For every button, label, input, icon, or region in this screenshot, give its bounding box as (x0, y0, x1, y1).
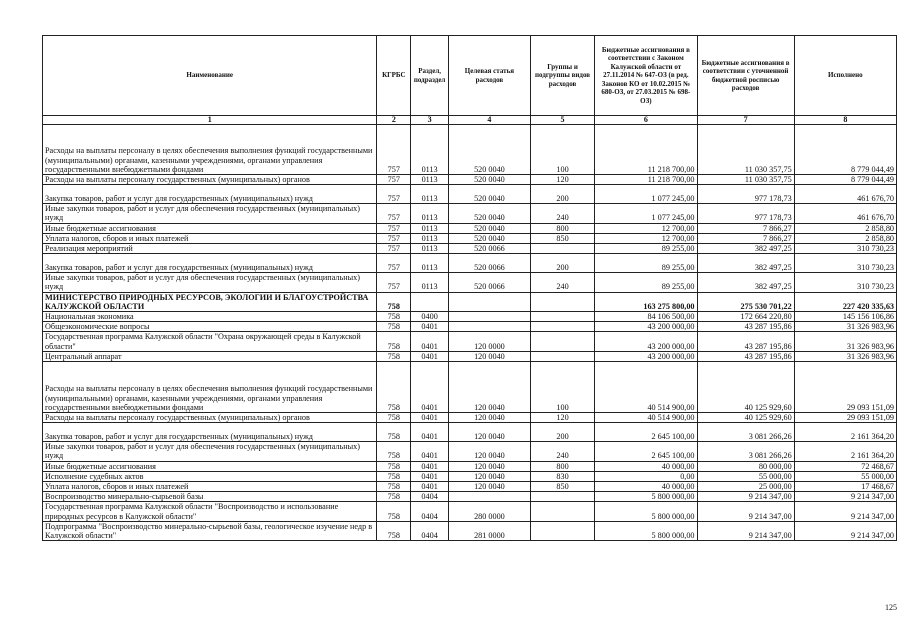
row-vid (530, 492, 594, 502)
row-statya: 520 0040 (449, 223, 531, 233)
row-statya: 281 0000 (449, 521, 531, 540)
table-row (43, 442, 897, 461)
row-rospis: 40 125 929,60 (697, 413, 794, 423)
col-header-statya: Целевая статья расходов (449, 36, 531, 116)
row-vid: 200 (530, 423, 594, 442)
table-row (43, 322, 897, 332)
row-name: Иные бюджетные ассигнования (43, 461, 377, 471)
col-header-done: Исполнено (794, 36, 896, 116)
row-rospis: 382 497,25 (697, 254, 794, 273)
row-done: 9 214 347,00 (794, 521, 896, 540)
table-row (43, 223, 897, 233)
row-law: 0,00 (595, 471, 697, 481)
row-vid: 800 (530, 461, 594, 471)
row-name: Исполнение судебных актов (43, 471, 377, 481)
row-rospis: 25 000,00 (697, 482, 794, 492)
row-rospis: 382 497,25 (697, 273, 794, 292)
table-row (43, 204, 897, 223)
row-name: Уплата налогов, сборов и иных платежей (43, 482, 377, 492)
row-law: 40 514 900,00 (595, 413, 697, 423)
col-header-law: Бюджетные ассигнования в соответствии с Законом Калужской области от 27.11.2014 № 647-ОЗ (в ред. Законов КО от 10.02.2015 № 680-ОЗ, от 27.03.2015 № 698-ОЗ) (595, 36, 697, 116)
row-statya: 120 0040 (449, 413, 531, 423)
table-row (43, 175, 897, 185)
row-vid (530, 332, 594, 351)
row-rospis: 43 287 195,86 (697, 322, 794, 332)
row-law: 2 645 100,00 (595, 423, 697, 442)
row-law: 43 200 000,00 (595, 322, 697, 332)
row-rospis: 382 497,25 (697, 244, 794, 254)
row-kgrbs: 758 (377, 362, 411, 413)
row-done: 461 676,70 (794, 185, 896, 204)
table-row (43, 244, 897, 254)
row-razdel: 0113 (411, 125, 449, 175)
row-rospis: 977 178,73 (697, 204, 794, 223)
row-name: Иные закупки товаров, работ и услуг для обеспечения государственных (муниципальных) нужд (43, 204, 377, 223)
row-done: 2 858,80 (794, 223, 896, 233)
col-number: 4 (449, 116, 531, 125)
row-done: 310 730,23 (794, 254, 896, 273)
row-statya: 520 0066 (449, 254, 531, 273)
column-number-row (43, 116, 897, 125)
row-name: Расходы на выплаты персоналу государственных (муниципальных) органов (43, 413, 377, 423)
row-name: Центральный аппарат (43, 351, 377, 361)
row-name: Национальная экономика (43, 312, 377, 322)
row-done: 31 326 983,96 (794, 351, 896, 361)
row-statya: 520 0066 (449, 273, 531, 292)
row-vid: 100 (530, 125, 594, 175)
col-header-vid: Группы и подгруппы видов расходов (530, 36, 594, 116)
row-kgrbs: 758 (377, 322, 411, 332)
row-kgrbs: 758 (377, 471, 411, 481)
row-statya (449, 292, 531, 311)
row-name: Реализация мероприятий (43, 244, 377, 254)
row-law: 5 800 000,00 (595, 492, 697, 502)
row-name: МИНИСТЕРСТВО ПРИРОДНЫХ РЕСУРСОВ, ЭКОЛОГИИ И БЛАГОУСТРОЙСТВА КАЛУЖСКОЙ ОБЛАСТИ (43, 292, 377, 311)
row-rospis: 43 287 195,86 (697, 332, 794, 351)
row-law: 43 200 000,00 (595, 332, 697, 351)
row-done: 9 214 347,00 (794, 502, 896, 521)
row-kgrbs: 758 (377, 521, 411, 540)
row-kgrbs: 758 (377, 461, 411, 471)
row-statya: 120 0040 (449, 423, 531, 442)
row-statya: 120 0040 (449, 362, 531, 413)
row-law: 12 700,00 (595, 233, 697, 243)
row-vid (530, 312, 594, 322)
row-rospis: 9 214 347,00 (697, 502, 794, 521)
row-done: 2 858,80 (794, 233, 896, 243)
row-statya: 280 0000 (449, 502, 531, 521)
row-done: 72 468,67 (794, 461, 896, 471)
row-statya (449, 492, 531, 502)
row-statya: 520 0040 (449, 125, 531, 175)
row-rospis: 7 866,27 (697, 233, 794, 243)
col-header-name: Наименование (43, 36, 377, 116)
row-vid: 800 (530, 223, 594, 233)
col-number: 1 (43, 116, 377, 125)
row-kgrbs: 758 (377, 502, 411, 521)
row-name: Закупка товаров, работ и услуг для государственных (муниципальных) нужд (43, 185, 377, 204)
row-kgrbs: 758 (377, 482, 411, 492)
row-kgrbs: 758 (377, 292, 411, 311)
row-kgrbs: 757 (377, 185, 411, 204)
row-law: 40 000,00 (595, 482, 697, 492)
table-row (43, 471, 897, 481)
row-done: 145 156 106,86 (794, 312, 896, 322)
col-number: 7 (697, 116, 794, 125)
table-row (43, 502, 897, 521)
row-rospis: 55 000,00 (697, 471, 794, 481)
row-rospis: 3 081 266,26 (697, 423, 794, 442)
row-law: 84 106 500,00 (595, 312, 697, 322)
row-statya: 120 0040 (449, 482, 531, 492)
row-law: 5 800 000,00 (595, 502, 697, 521)
row-name: Закупка товаров, работ и услуг для государственных (муниципальных) нужд (43, 423, 377, 442)
table-row (43, 233, 897, 243)
row-vid: 830 (530, 471, 594, 481)
row-razdel: 0401 (411, 442, 449, 461)
row-vid: 200 (530, 185, 594, 204)
row-razdel: 0113 (411, 223, 449, 233)
row-rospis: 3 081 266,26 (697, 442, 794, 461)
row-statya (449, 312, 531, 322)
row-statya: 520 0040 (449, 175, 531, 185)
row-name: Уплата налогов, сборов и иных платежей (43, 233, 377, 243)
row-vid (530, 502, 594, 521)
row-name: Закупка товаров, работ и услуг для государственных (муниципальных) нужд (43, 254, 377, 273)
row-vid: 100 (530, 362, 594, 413)
row-name: Расходы на выплаты персоналу в целях обеспечения выполнения функций государственными (муниципальными) органами, казенными учреждениями, органами управления государственными внебюджетными фондами (43, 362, 377, 413)
row-done: 31 326 983,96 (794, 332, 896, 351)
row-vid: 240 (530, 273, 594, 292)
row-vid: 850 (530, 233, 594, 243)
row-law: 89 255,00 (595, 273, 697, 292)
row-done: 310 730,23 (794, 244, 896, 254)
row-done: 310 730,23 (794, 273, 896, 292)
row-done: 29 093 151,09 (794, 413, 896, 423)
row-done: 2 161 364,20 (794, 442, 896, 461)
row-statya: 520 0040 (449, 233, 531, 243)
col-number: 5 (530, 116, 594, 125)
row-statya (449, 322, 531, 332)
row-done: 8 779 044,49 (794, 175, 896, 185)
table-row (43, 482, 897, 492)
row-kgrbs: 758 (377, 332, 411, 351)
table-row (43, 492, 897, 502)
row-done: 9 214 347,00 (794, 492, 896, 502)
row-name: Общеэкономические вопросы (43, 322, 377, 332)
table-row (43, 312, 897, 322)
row-kgrbs: 757 (377, 223, 411, 233)
row-law: 2 645 100,00 (595, 442, 697, 461)
table-body (43, 125, 897, 541)
row-done: 29 093 151,09 (794, 362, 896, 413)
row-law: 11 218 700,00 (595, 125, 697, 175)
col-header-razdel: Раздел, подраздел (411, 36, 449, 116)
table-row (43, 292, 897, 311)
row-vid (530, 521, 594, 540)
row-statya: 520 0040 (449, 204, 531, 223)
table-row (43, 185, 897, 204)
table-row (43, 362, 897, 413)
row-name: Государственная программа Калужской области "Охрана окружающей среды в Калужской области" (43, 332, 377, 351)
row-razdel: 0113 (411, 204, 449, 223)
row-name: Государственная программа Калужской области "Воспроизводство и использование природных ресурсов в Калужской области" (43, 502, 377, 521)
row-razdel: 0400 (411, 312, 449, 322)
row-kgrbs: 757 (377, 254, 411, 273)
row-vid (530, 244, 594, 254)
row-done: 2 161 364,20 (794, 423, 896, 442)
row-law: 5 800 000,00 (595, 521, 697, 540)
row-kgrbs: 758 (377, 492, 411, 502)
row-statya: 120 0040 (449, 442, 531, 461)
row-kgrbs: 758 (377, 351, 411, 361)
table-row (43, 332, 897, 351)
row-done: 227 420 335,63 (794, 292, 896, 311)
row-razdel: 0401 (411, 471, 449, 481)
row-statya: 120 0000 (449, 332, 531, 351)
row-razdel: 0401 (411, 461, 449, 471)
row-razdel: 0401 (411, 351, 449, 361)
row-law: 11 218 700,00 (595, 175, 697, 185)
row-done: 31 326 983,96 (794, 322, 896, 332)
row-razdel: 0113 (411, 233, 449, 243)
row-name: Воспроизводство минерально-сырьевой базы (43, 492, 377, 502)
table-row (43, 351, 897, 361)
row-kgrbs: 757 (377, 233, 411, 243)
row-razdel: 0401 (411, 423, 449, 442)
row-law: 43 200 000,00 (595, 351, 697, 361)
row-razdel: 0113 (411, 244, 449, 254)
row-razdel (411, 292, 449, 311)
row-kgrbs: 757 (377, 175, 411, 185)
row-rospis: 172 664 220,80 (697, 312, 794, 322)
row-razdel: 0113 (411, 175, 449, 185)
row-razdel: 0401 (411, 413, 449, 423)
table-row (43, 254, 897, 273)
row-law: 89 255,00 (595, 244, 697, 254)
budget-table (42, 35, 897, 541)
row-law: 40 000,00 (595, 461, 697, 471)
row-razdel: 0404 (411, 521, 449, 540)
row-statya: 120 0040 (449, 351, 531, 361)
row-rospis: 11 030 357,75 (697, 175, 794, 185)
row-razdel: 0401 (411, 362, 449, 413)
header-row (43, 36, 897, 116)
row-rospis: 977 178,73 (697, 185, 794, 204)
row-name: Иные закупки товаров, работ и услуг для обеспечения государственных (муниципальных) нужд (43, 273, 377, 292)
row-kgrbs: 757 (377, 273, 411, 292)
row-vid: 120 (530, 175, 594, 185)
row-vid (530, 322, 594, 332)
row-done: 55 000,00 (794, 471, 896, 481)
row-rospis: 275 530 701,22 (697, 292, 794, 311)
row-kgrbs: 757 (377, 125, 411, 175)
col-number: 6 (595, 116, 697, 125)
col-number: 3 (411, 116, 449, 125)
row-vid: 240 (530, 442, 594, 461)
row-name: Подпрограмма "Воспроизводство минерально-сырьевой базы, геологическое изучение недр в Калужской области" (43, 521, 377, 540)
row-kgrbs: 758 (377, 413, 411, 423)
row-rospis: 9 214 347,00 (697, 521, 794, 540)
row-razdel: 0404 (411, 502, 449, 521)
row-law: 12 700,00 (595, 223, 697, 233)
table-row (43, 273, 897, 292)
row-rospis: 9 214 347,00 (697, 492, 794, 502)
row-name: Расходы на выплаты персоналу в целях обеспечения выполнения функций государственными (муниципальными) органами, казенными учреждениями, органами управления государственными внебюджетными фондами (43, 125, 377, 175)
row-rospis: 11 030 357,75 (697, 125, 794, 175)
row-done: 17 468,67 (794, 482, 896, 492)
row-name: Расходы на выплаты персоналу государственных (муниципальных) органов (43, 175, 377, 185)
col-number: 8 (794, 116, 896, 125)
page-number: 125 (885, 603, 897, 612)
col-number: 2 (377, 116, 411, 125)
table-row (43, 125, 897, 175)
row-law: 89 255,00 (595, 254, 697, 273)
row-razdel: 0113 (411, 254, 449, 273)
row-rospis: 43 287 195,86 (697, 351, 794, 361)
row-vid: 240 (530, 204, 594, 223)
row-name: Иные бюджетные ассигнования (43, 223, 377, 233)
row-kgrbs: 758 (377, 423, 411, 442)
row-vid (530, 292, 594, 311)
row-kgrbs: 757 (377, 244, 411, 254)
row-law: 163 275 800,00 (595, 292, 697, 311)
row-razdel: 0401 (411, 482, 449, 492)
row-statya: 520 0066 (449, 244, 531, 254)
row-kgrbs: 757 (377, 204, 411, 223)
col-header-rospis: Бюджетные ассигнования в соответствии с уточненной бюджетной росписью расходов (697, 36, 794, 116)
row-kgrbs: 758 (377, 312, 411, 322)
row-rospis: 80 000,00 (697, 461, 794, 471)
row-done: 8 779 044,49 (794, 125, 896, 175)
row-rospis: 7 866,27 (697, 223, 794, 233)
row-name: Иные закупки товаров, работ и услуг для обеспечения государственных (муниципальных) нужд (43, 442, 377, 461)
row-vid: 200 (530, 254, 594, 273)
row-razdel: 0113 (411, 273, 449, 292)
row-done: 461 676,70 (794, 204, 896, 223)
table-row (43, 521, 897, 540)
col-header-kgrbs: КГРБС (377, 36, 411, 116)
row-razdel: 0401 (411, 322, 449, 332)
row-razdel: 0401 (411, 332, 449, 351)
table-row (43, 413, 897, 423)
row-statya: 120 0040 (449, 471, 531, 481)
table-row (43, 423, 897, 442)
row-kgrbs: 758 (377, 442, 411, 461)
row-vid: 850 (530, 482, 594, 492)
row-law: 1 077 245,00 (595, 185, 697, 204)
row-rospis: 40 125 929,60 (697, 362, 794, 413)
row-statya: 520 0040 (449, 185, 531, 204)
row-law: 40 514 900,00 (595, 362, 697, 413)
row-razdel: 0404 (411, 492, 449, 502)
row-law: 1 077 245,00 (595, 204, 697, 223)
row-vid (530, 351, 594, 361)
table-row (43, 461, 897, 471)
row-razdel: 0113 (411, 185, 449, 204)
row-vid: 120 (530, 413, 594, 423)
row-statya: 120 0040 (449, 461, 531, 471)
